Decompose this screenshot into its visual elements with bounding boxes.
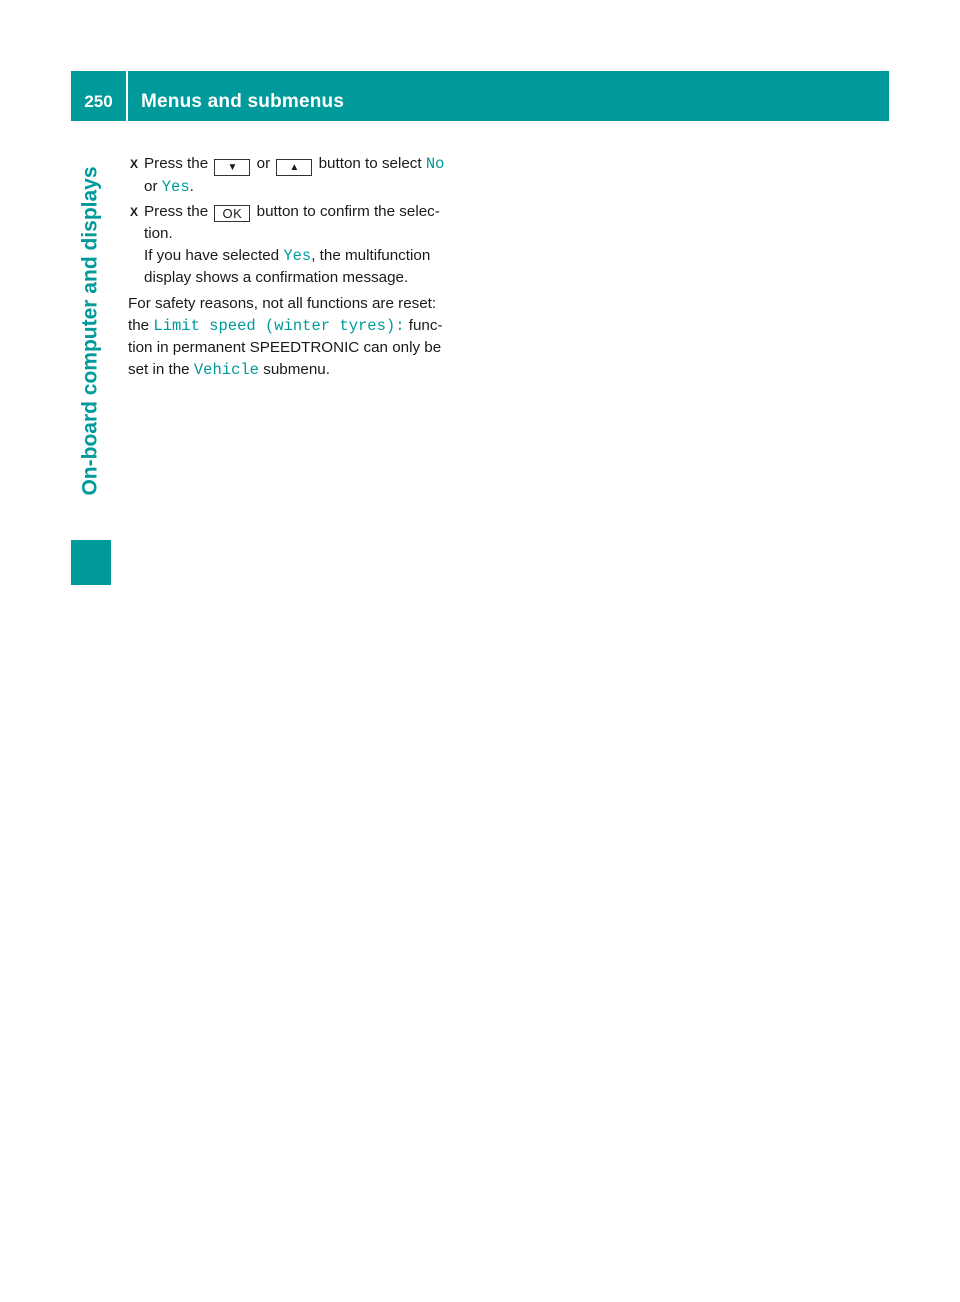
option-no: No [425, 155, 445, 173]
chapter-tab-marker [71, 540, 111, 585]
option-yes: Yes [283, 247, 312, 265]
option-yes: Yes [161, 178, 190, 196]
menu-item-vehicle: Vehicle [193, 361, 259, 379]
chapter-label: On-board computer and displays [79, 165, 102, 496]
step-bullet-icon: X [130, 157, 139, 171]
section-title: Menus and submenus [141, 91, 345, 112]
page-number: 250 [84, 92, 113, 111]
chapter-side-tab [71, 121, 111, 540]
header-divider [126, 71, 128, 121]
safety-note: For safety reasons, not all functions are reset: the Limit speed (winter tyres): func- tion in permanent SPEEDTRONIC can only be set in the Vehicle submenu. [128, 295, 443, 379]
step-bullet-icon: X [130, 205, 139, 219]
ok-button-icon: OK [214, 205, 250, 222]
instruction-step: X Press the OK button to confirm the selec- tion. If you have selected Yes, the multifunction display shows a confirmation message. [130, 203, 440, 286]
down-arrow-button-icon: ▼ [214, 159, 250, 176]
up-arrow-button-icon: ▲ [276, 159, 312, 176]
page-content [128, 153, 464, 381]
instruction-step: X Press the ▼ or ▲ button to select No or Yes. [130, 155, 445, 196]
menu-item-limit-speed: Limit speed (winter tyres): [153, 317, 405, 335]
